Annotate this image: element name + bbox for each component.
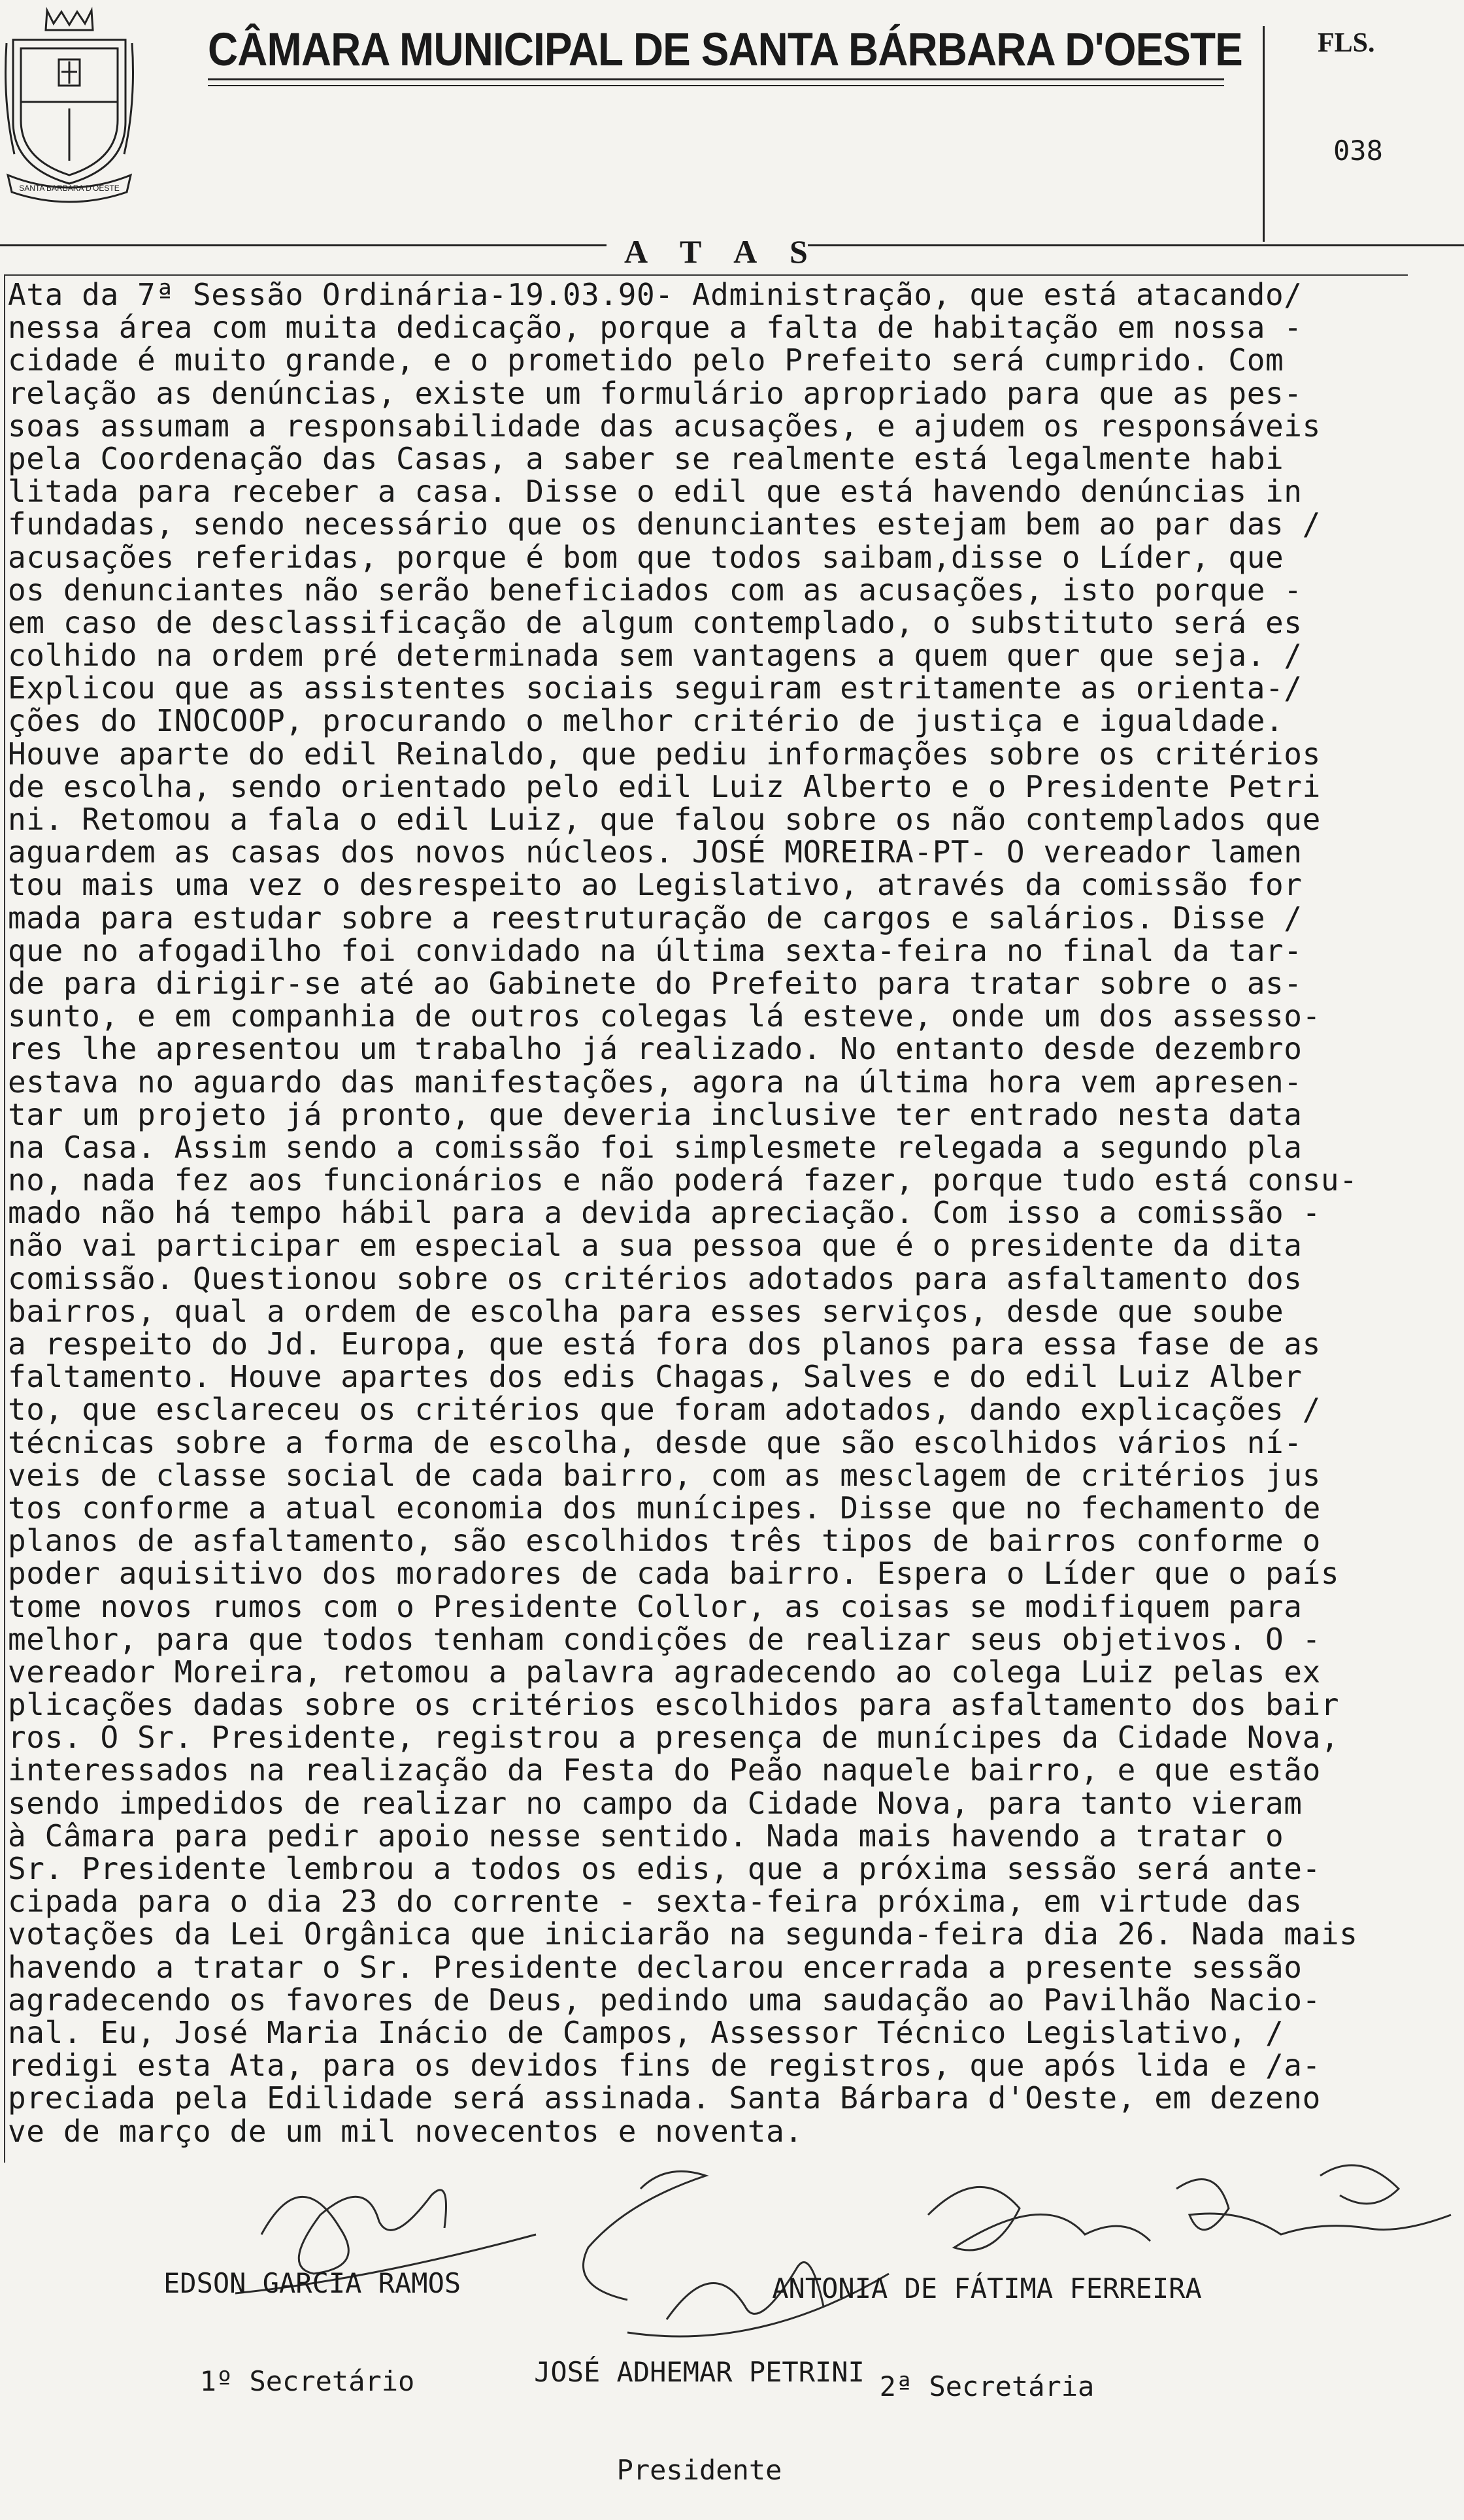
header-vertical-divider (1263, 26, 1265, 242)
minutes-line: veis de classe social de cada bairro, com as mesclagem de critérios jus (8, 1457, 1321, 1493)
minutes-line: nessa área com muita dedicação, porque a falta de habitação em nossa - (8, 310, 1303, 346)
header-rule-bottom (208, 85, 1224, 86)
minutes-line: ve de março de um mil novecentos e noventa. (8, 2113, 803, 2149)
minutes-line: estava no aguardo das manifestações, agora na última hora vem apresen- (8, 1064, 1303, 1100)
minutes-line: mado não há tempo hábil para a devida apreciação. Com isso a comissão - (8, 1195, 1321, 1231)
first-secretary-signature (163, 2203, 461, 2431)
minutes-line: técnicas sobre a forma de escolha, desde que são escolhidos vários ní- (8, 1424, 1303, 1460)
page-number: 038 (1333, 135, 1383, 167)
minutes-line: interessados na realização da Festa do Peão naquele bairro, e que estão (8, 1752, 1321, 1788)
institution-title: CÂMARA MUNICIPAL DE SANTA BÁRBARA D'OESTE (208, 24, 1242, 76)
minutes-line: tome novos rumos com o Presidente Collor, as coisas se modifiquem para (8, 1588, 1303, 1624)
minutes-line: comissão. Questionou sobre os critérios adotados para asfaltamento dos (8, 1260, 1303, 1296)
minutes-line: votações da Lei Orgânica que iniciarão na segunda-feira dia 26. Nada mais (8, 1916, 1358, 1952)
minutes-line: agradecendo os favores de Deus, pedindo uma saudação ao Pavilhão Nacio- (8, 1982, 1321, 2018)
minutes-line: à Câmara para pedir apoio nesse sentido. Nada mais havendo a tratar o (8, 1818, 1284, 1854)
minutes-line: no, nada fez aos funcionários e não poderá fazer, porque tudo está consu- (8, 1162, 1358, 1198)
minutes-line: a respeito do Jd. Europa, que está fora dos planos para essa fase de as (8, 1326, 1321, 1362)
minutes-line: os denunciantes não serão beneficiados com as acusações, isto porque - (8, 572, 1303, 608)
signatory-role: 1º Secretário (199, 2365, 415, 2397)
minutes-line: planos de asfaltamento, são escolhidos três tipos de bairros conforme o (8, 1523, 1321, 1559)
minutes-line: cipada para o dia 23 do corrente - sexta-feira próxima, em virtude das (8, 1884, 1303, 1920)
minutes-line: to, que esclareceu os critérios que foram adotados, dando explicações / (8, 1392, 1321, 1428)
minutes-line: tar um projeto já pronto, que deveria inclusive ter entrado nesta data (8, 1096, 1303, 1132)
minutes-line: sunto, e em companhia de outros colegas lá esteve, onde um dos assesso- (8, 998, 1321, 1034)
section-rule-left (0, 244, 607, 246)
minutes-line: de escolha, sendo orientado pelo edil Luiz Alberto e o Presidente Petri (8, 768, 1321, 804)
signatory-role: 2ª Secretária (879, 2370, 1095, 2402)
signatory-name: JOSÉ ADHEMAR PETRINI (534, 2356, 865, 2388)
signatory-name: EDSON GARCIA RAMOS (163, 2267, 461, 2299)
municipal-crest-icon (1, 4, 137, 206)
minutes-line: pela Coordenação das Casas, a saber se realmente está legalmente habi (8, 440, 1284, 476)
minutes-line: de para dirigir-se até ao Gabinete do Prefeito para tratar sobre o as- (8, 965, 1303, 1001)
minutes-line: acusações referidas, porque é bom que todos saibam,disse o Líder, que (8, 539, 1284, 575)
minutes-line: preciada pela Edilidade será assinada. Santa Bárbara d'Oeste, em dezeno (8, 2080, 1321, 2116)
minutes-line: cidade é muito grande, e o prometido pelo Prefeito será cumprido. Com (8, 342, 1284, 378)
minutes-line: tos conforme a atual economia dos munícipes. Disse que no fechamento de (8, 1490, 1321, 1526)
fls-label: FLS. (1318, 28, 1375, 58)
minutes-line: ções do INOCOOP, procurando o melhor critério de justiça e igualdade. (8, 703, 1284, 739)
minutes-line: sendo impedidos de realizar no campo da Cidade Nova, para tanto vieram (8, 1785, 1303, 1821)
text-frame-left (4, 274, 5, 2163)
minutes-line: Houve aparte do edil Reinaldo, que pediu informações sobre os critérios (8, 736, 1321, 772)
minutes-line: soas assumam a responsabilidade das acusações, e ajudem os responsáveis (8, 408, 1321, 444)
signatory-role: Presidente (616, 2454, 782, 2486)
minutes-line: litada para receber a casa. Disse o edil que está havendo denúncias in (8, 474, 1303, 510)
minutes-line: não vai participar em especial a sua pessoa que é o presidente da dita (8, 1228, 1303, 1264)
crest-banner-text: SANTA BARBARA D'OESTE (19, 184, 120, 193)
minutes-line: redigi esta Ata, para os devidos fins de registros, que após lida e /a- (8, 2048, 1321, 2084)
minutes-line: bairros, qual a ordem de escolha para esses serviços, desde que soube (8, 1293, 1284, 1329)
minutes-line: tou mais uma vez o desrespeito ao Legislativo, através da comissão for (8, 867, 1303, 903)
minutes-line: em caso de desclassificação de algum contemplado, o substituto será es (8, 604, 1303, 640)
minutes-line: res lhe apresentou um trabalho já realizado. No entanto desde dezembro (8, 1031, 1303, 1067)
minutes-line: nal. Eu, José Maria Inácio de Campos, Assessor Técnico Legislativo, / (8, 2014, 1284, 2050)
president-signature (503, 2292, 895, 2520)
header-rule-top (208, 78, 1224, 80)
minutes-line: Explicou que as assistentes sociais seguiram estritamente as orienta-/ (8, 670, 1303, 706)
minutes-line: relação as denúncias, existe um formulário apropriado para que as pes- (8, 375, 1303, 411)
minutes-line: melhor, para que todos tenham condições de realizar seus objetivos. O - (8, 1621, 1321, 1657)
minutes-line: Ata da 7ª Sessão Ordinária-19.03.90- Administração, que está atacando/ (8, 277, 1303, 312)
section-title: A T A S (624, 233, 821, 270)
minutes-line: aguardem as casas dos novos núcleos. JOSÉ MOREIRA-PT- O vereador lamen (8, 834, 1303, 870)
minutes-line: fundadas, sendo necessário que os denunciantes estejam bem ao par das / (8, 506, 1321, 542)
minutes-line: ros. O Sr. Presidente, registrou a presença de munícipes da Cidade Nova, (8, 1720, 1340, 1756)
text-frame-top (4, 274, 1408, 276)
minutes-line: que no afogadilho foi convidado na última sexta-feira no final da tar- (8, 932, 1303, 968)
minutes-line: poder aquisitivo dos moradores de cada bairro. Espera o Líder que o país (8, 1556, 1340, 1592)
minutes-line: colhido na ordem pré determinada sem vantagens a quem quer que seja. / (8, 638, 1303, 674)
minutes-line: vereador Moreira, retomou a palavra agradecendo ao colega Luiz pelas ex (8, 1654, 1321, 1690)
minutes-line: Sr. Presidente lembrou a todos os edis, que a próxima sessão será ante- (8, 1851, 1321, 1886)
minutes-line: faltamento. Houve apartes dos edis Chagas, Salves e do edil Luiz Alber (8, 1359, 1303, 1395)
minutes-line: havendo a tratar o Sr. Presidente declarou encerrada a presente sessão (8, 1949, 1303, 1985)
minutes-line: na Casa. Assim sendo a comissão foi simplesmete relegada a segundo pla (8, 1129, 1303, 1165)
signatory-name: ANTONIA DE FÁTIMA FERREIRA (772, 2272, 1202, 2304)
section-rule-right (808, 244, 1464, 246)
minutes-body (8, 278, 1420, 2148)
minutes-line: mada para estudar sobre a reestruturação de cargos e salários. Disse / (8, 900, 1303, 936)
minutes-line: ni. Retomou a fala o edil Luiz, que falou sobre os não contemplados que (8, 802, 1321, 837)
minutes-line: plicações dadas sobre os critérios escolhidos para asfaltamento dos bair (8, 1687, 1340, 1723)
